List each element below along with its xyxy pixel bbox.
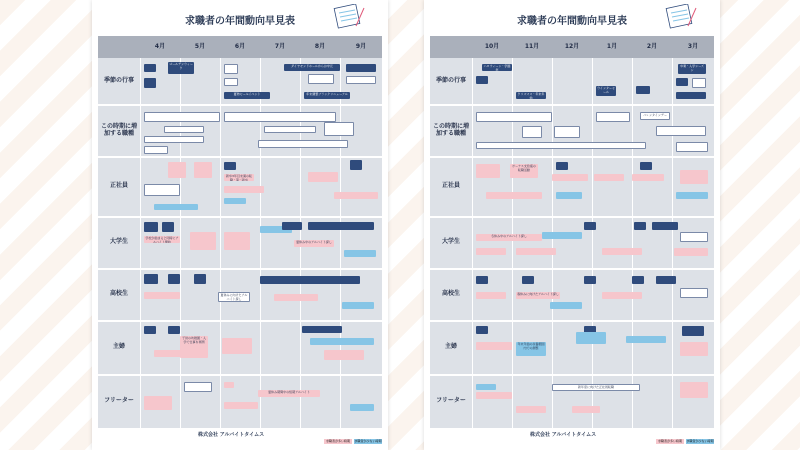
job-box — [554, 126, 580, 138]
full-time-box — [632, 174, 664, 181]
full-time-box — [168, 162, 186, 178]
row-divider — [430, 374, 714, 376]
job-box — [258, 140, 348, 148]
category-label-full-time: 正社員 — [441, 182, 460, 190]
event-box — [636, 86, 650, 94]
high-school-box — [144, 292, 180, 299]
legend-item-many: 求職者が多い時期 — [657, 439, 682, 443]
high-school-box — [260, 276, 360, 284]
calendar-illustration-icon — [658, 4, 698, 30]
full-time-box — [224, 186, 264, 193]
freeter-box — [476, 392, 512, 399]
job-box — [522, 126, 542, 138]
housewife-box-year-end: 年末年始の扶養範囲内での調整 — [516, 342, 546, 356]
job-box-valentine: バレンタインデー — [640, 112, 670, 120]
housewife-box — [476, 326, 488, 334]
job-box — [264, 126, 316, 133]
month-header: 8月 — [314, 43, 326, 50]
housewife-box — [302, 326, 342, 333]
chart-grid — [430, 36, 714, 428]
event-box — [476, 76, 488, 84]
freeter-box — [680, 382, 708, 398]
legend-item-many: 求職者が多い時期 — [325, 439, 350, 443]
annual-chart-sheet-first-half — [92, 0, 388, 450]
freeter-box — [144, 396, 172, 410]
calendar-illustration-icon — [326, 4, 366, 30]
column-divider — [140, 58, 141, 428]
column-divider — [552, 58, 553, 428]
high-school-box-spring: 春休みに向けたアルバイト探し — [516, 292, 560, 299]
university-box — [542, 232, 582, 239]
high-school-box — [656, 276, 676, 284]
job-box — [676, 142, 708, 152]
column-divider — [340, 58, 341, 428]
month-header: 7月 — [274, 43, 286, 50]
university-box — [680, 232, 708, 242]
category-label-high-school: 高校生 — [441, 290, 460, 298]
sheet-title: 求職者の年間動向早見表 — [185, 16, 295, 27]
column-divider — [632, 58, 633, 428]
full-time-box — [486, 192, 542, 199]
housewife-box — [476, 342, 512, 350]
category-label-full-time: 正社員 — [109, 182, 128, 190]
company-footer: 株式会社 アルバイトタイムス — [198, 432, 265, 438]
freeter-box — [224, 382, 234, 388]
month-header: 4月 — [154, 43, 166, 50]
housewife-box — [310, 338, 374, 345]
month-header: 12月 — [564, 43, 580, 50]
university-box — [476, 248, 506, 255]
month-header: 11月 — [524, 43, 540, 50]
category-label-increasing-jobs: この時期に増加する職種 — [432, 122, 469, 137]
full-time-box — [350, 160, 362, 170]
freeter-box-summer: 夏休み期間中の短期アルバイト — [258, 390, 320, 397]
housewife-box — [626, 336, 666, 343]
high-school-box — [522, 276, 534, 284]
housewife-box — [324, 350, 364, 360]
housewife-box — [222, 338, 252, 354]
university-box — [162, 222, 174, 232]
row-divider — [430, 104, 714, 106]
high-school-box — [476, 292, 506, 299]
university-box — [224, 232, 250, 250]
event-box-autumn: ハロウィーン・学園祭 — [483, 64, 511, 71]
month-header: 1月 — [606, 43, 618, 50]
job-box — [596, 112, 630, 122]
row-divider — [430, 156, 714, 158]
event-box — [224, 78, 238, 86]
university-box — [282, 222, 302, 230]
full-time-box — [144, 184, 180, 196]
job-box — [324, 122, 354, 136]
month-header: 10月 — [484, 43, 500, 50]
university-box — [308, 222, 374, 230]
month-header: 6月 — [234, 43, 246, 50]
event-box — [692, 78, 706, 88]
university-box — [602, 248, 642, 255]
university-box — [634, 222, 646, 230]
annual-chart-sheet-second-half — [424, 0, 720, 450]
job-box — [656, 126, 706, 136]
university-box-summer-job: 夏休み中のアルバイト探し — [294, 240, 334, 247]
legend-item-few: 求職者が少ない時期 — [686, 439, 714, 443]
event-box-spring: 卒業・入学シーズン — [678, 64, 706, 74]
high-school-box — [342, 302, 374, 309]
legend — [656, 439, 714, 444]
university-box-winter: 冬休み中のアルバイト探し — [476, 234, 542, 241]
housewife-box — [576, 332, 606, 344]
month-header: 9月 — [355, 43, 367, 50]
row-divider — [98, 104, 382, 106]
event-box — [346, 64, 376, 72]
month-header: 2月 — [646, 43, 658, 50]
full-time-box — [676, 192, 708, 199]
freeter-box — [184, 382, 212, 392]
row-divider — [98, 320, 382, 322]
housewife-box — [168, 326, 180, 334]
university-box — [344, 250, 376, 257]
freeter-box — [224, 402, 258, 409]
month-header-row — [430, 36, 714, 58]
job-box — [144, 136, 204, 143]
row-divider — [430, 268, 714, 270]
event-box — [346, 76, 376, 84]
full-time-box — [594, 174, 624, 181]
university-box — [674, 248, 708, 256]
category-label-freeter: フリーター — [436, 397, 466, 405]
event-box-christmas: クリスマス・年末年始 — [517, 92, 545, 99]
category-label-housewife: 主婦 — [444, 343, 457, 351]
event-box — [676, 78, 688, 86]
event-box — [676, 92, 706, 99]
job-box — [476, 142, 646, 149]
job-box — [224, 112, 336, 122]
event-box-renewal: 年末調整ブランクリニューアル — [304, 92, 350, 99]
housewife-box — [154, 350, 184, 357]
event-box-golden-week: ゴールデンウィーク — [168, 62, 194, 74]
high-school-box — [584, 276, 596, 284]
month-header: 5月 — [194, 43, 206, 50]
event-box — [144, 64, 156, 72]
university-box-part-time-start: 学校が始まると同時にアルバイト開始 — [145, 236, 179, 243]
university-box — [144, 222, 158, 232]
high-school-box — [274, 294, 318, 301]
event-box — [144, 78, 156, 88]
job-box — [144, 146, 168, 154]
high-school-box — [602, 292, 642, 299]
column-divider — [672, 58, 673, 428]
university-box — [652, 222, 678, 230]
high-school-box — [680, 288, 708, 298]
high-school-box-summer: 夏休みに向けたアルバイト探し — [218, 292, 250, 302]
freeter-box — [572, 406, 600, 413]
university-box — [190, 232, 216, 250]
column-divider — [220, 58, 221, 428]
column-divider — [472, 58, 473, 428]
event-box — [308, 74, 334, 84]
housewife-box — [680, 342, 708, 356]
housewife-box — [144, 326, 156, 334]
category-label-university: 大学生 — [441, 238, 460, 246]
sheet-title: 求職者の年間動向早見表 — [517, 16, 627, 27]
category-label-seasonal-events: 季節の行事 — [435, 77, 466, 85]
row-divider — [98, 156, 382, 158]
freeter-box — [516, 406, 546, 413]
high-school-box — [194, 274, 206, 284]
full-time-box — [308, 172, 338, 182]
full-time-box — [680, 170, 708, 184]
event-box-summer-bonus: ダイヤモンドホールからお中元 — [284, 64, 340, 71]
full-time-box — [154, 204, 198, 210]
category-label-increasing-jobs: この時期に増加する職種 — [100, 122, 137, 137]
full-time-box-job-change: ボーナス支給後の転職活動 — [510, 164, 538, 178]
job-box — [144, 112, 220, 122]
row-divider — [98, 216, 382, 218]
event-box — [224, 64, 238, 74]
category-label-housewife: 主婦 — [112, 343, 125, 351]
freeter-box-new-year: 新年度に向けた正社員転職 — [552, 384, 640, 391]
university-box — [516, 248, 556, 255]
full-time-box — [640, 162, 652, 170]
full-time-box — [194, 162, 212, 178]
month-header-row — [98, 36, 382, 58]
month-header: 3月 — [687, 43, 699, 50]
full-time-box — [224, 198, 246, 204]
high-school-box — [476, 276, 488, 284]
legend — [324, 439, 382, 444]
housewife-box-return: 子供の幼稚園・入学で仕事を再開 — [180, 336, 208, 358]
category-label-seasonal-events: 季節の行事 — [103, 77, 134, 85]
category-label-high-school: 高校生 — [109, 290, 128, 298]
high-school-box — [550, 302, 582, 309]
full-time-box — [224, 162, 236, 170]
university-box — [584, 222, 596, 230]
chart-grid — [98, 36, 382, 428]
high-school-box — [632, 276, 644, 284]
full-time-box — [556, 162, 568, 170]
column-divider — [592, 58, 593, 428]
row-divider — [430, 216, 714, 218]
job-box — [476, 112, 552, 122]
legend-item-few: 求職者が少ない時期 — [354, 439, 382, 443]
full-time-box — [556, 192, 582, 199]
company-footer: 株式会社 アルバイトタイムス — [530, 432, 597, 438]
row-divider — [430, 320, 714, 322]
full-time-box — [476, 164, 500, 178]
category-label-freeter: フリーター — [104, 397, 134, 405]
high-school-box — [168, 274, 180, 284]
event-box-winter-sale: ウインターセール — [596, 86, 616, 96]
row-divider — [98, 374, 382, 376]
housewife-box — [682, 326, 704, 336]
full-time-box-new-grad: 新卒3年目未満の転職・第二新卒 — [224, 174, 254, 181]
job-box — [164, 126, 204, 133]
freeter-box — [350, 404, 374, 411]
row-divider — [98, 268, 382, 270]
category-label-university: 大学生 — [109, 238, 128, 246]
event-box-summer-sale: 夏物セールイベント — [224, 92, 270, 99]
full-time-box — [552, 174, 588, 181]
freeter-box — [476, 384, 496, 390]
full-time-box — [334, 192, 378, 199]
high-school-box — [144, 274, 158, 284]
